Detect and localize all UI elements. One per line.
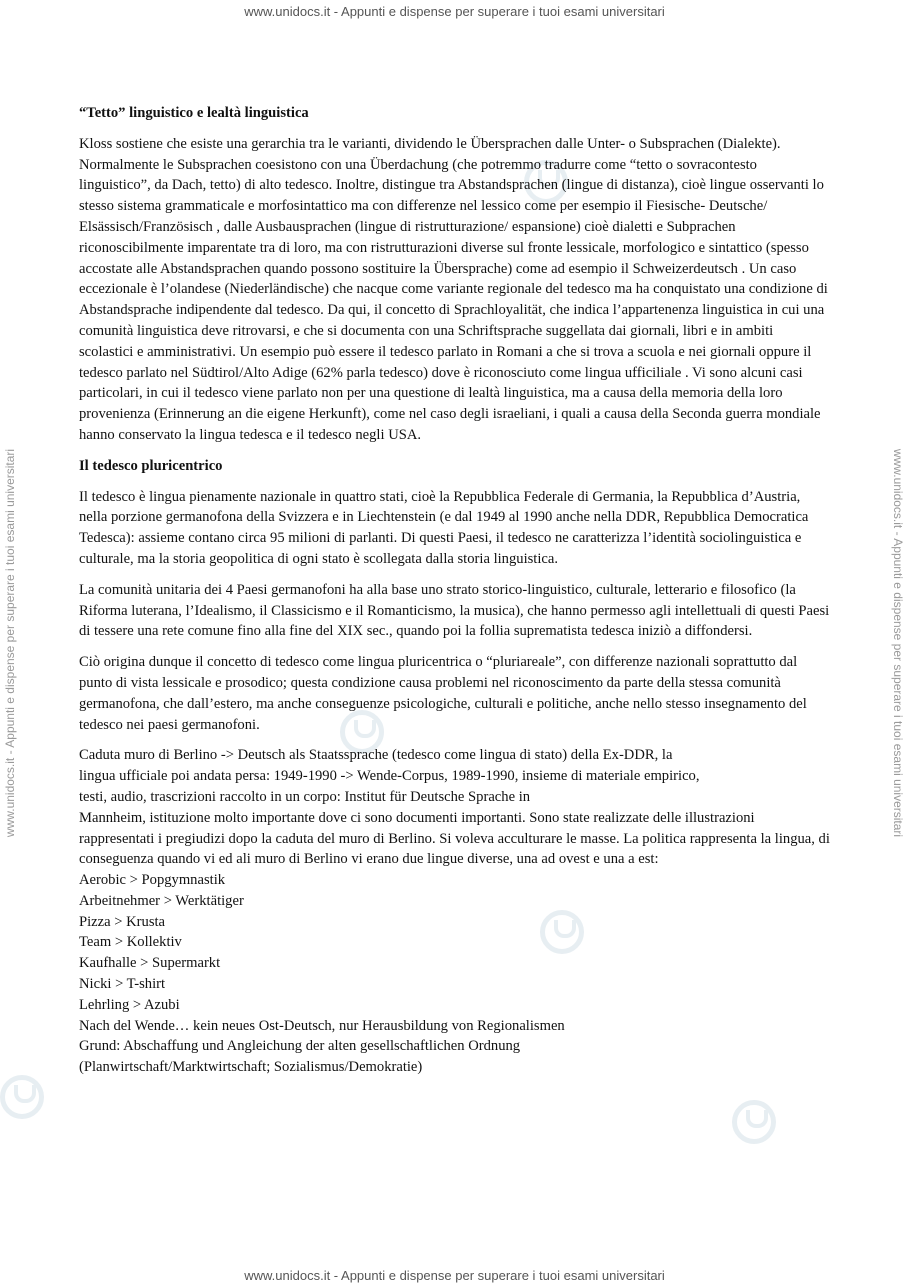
list-item: Pizza > Krusta xyxy=(79,913,166,930)
paragraph-stati: Il tedesco è lingua pienamente nazionale in quattro stati, cioè la Repubblica Federale di Germania, la Repubblica d’Austria, nella porzione germanofona della Svizzera e in Liechtenstein (e dal 1949 al 1990 anche nella DDR, Repubblica Democratica Tedesca): assieme contano circa 95 milioni di parlanti. Di questi Paesi, il tedesco ne caratterizza l’identità sociolinguistica e culturale, ma la storia geopolitica di ogni stato è scollegata dalla storia linguistica. xyxy=(79,488,809,567)
paragraph-caduta-muro xyxy=(79,745,831,870)
paragraph-pluricentrica: Ciò origina dunque il concetto di tedesco come lingua pluricentrica o “pluriareale”, con differenze nazionali soprattutto dal punto di vista lessicale e prosodico; questa condizione causa problemi nel riconoscimento da parte della stessa comunità germanofona, che dall’estero, ma anche conseguenze psicologiche, culturali e politiche, anche nello stesso insegnamento del tedesco nei paesi germanofoni. xyxy=(79,654,807,733)
watermark-top: www.unidocs.it - Appunti e dispense per superare i tuoi esami universitari xyxy=(244,4,665,19)
unidocs-logo-icon xyxy=(732,1100,776,1144)
list-item: Arbeitnehmer > Werktätiger xyxy=(79,892,244,909)
paragraph-comunita: La comunità unitaria dei 4 Paesi germanofoni ha alla base uno strato storico-linguistico, culturale, letterario e filosofico (la Riforma luterana, l’Idealismo, il Classicismo e il Romanticismo, la musica), che hanno permesso agli intellettuali di questi Paesi di tessere una rete comune fino alla fine del XIX sec., quando poi la follia suprematista tedesca iniziò a diffondersi. xyxy=(79,581,830,640)
section-heading-tetto: “Tetto” linguistico e lealtà linguistica xyxy=(79,105,309,121)
list-item: Team > Kollektiv xyxy=(79,934,182,951)
caduta-line-2: lingua ufficiale poi andata persa: 1949-1990 -> Wende-Corpus, 1989-1990, insieme di materiale empirico, xyxy=(79,768,700,785)
document-body xyxy=(79,103,831,1078)
wende-line: Nach del Wende… kein neues Ost-Deutsch, nur Herausbildung von Regionalismen xyxy=(79,1017,565,1034)
watermark-side-left: www.unidocs.it - Appunti e dispense per superare i tuoi esami universitari xyxy=(3,448,17,838)
caduta-line-1: Caduta muro di Berlino -> Deutsch als Staatssprache (tedesco come lingua di stato) della Ex-DDR, la xyxy=(79,747,673,764)
list-item: Kaufhalle > Supermarkt xyxy=(79,955,221,972)
list-item: Lehrling > Azubi xyxy=(79,996,180,1013)
unidocs-logo-icon xyxy=(0,1075,44,1119)
list-item: Nicki > T-shirt xyxy=(79,976,166,993)
section-heading-pluricentrico: Il tedesco pluricentrico xyxy=(79,457,223,474)
watermark-side-right: www.unidocs.it - Appunti e dispense per superare i tuoi esami universitari xyxy=(891,448,905,838)
word-pair-list xyxy=(79,870,831,1016)
caduta-rest: Mannheim, istituzione molto importante dove ci sono documenti importanti. Sono state realizzate delle illustrazioni rappresentati i pregiudizi dopo la caduta del muro di Berlino. Si voleva acculturare le masse. La politica rappresenta la lingua, di conseguenza quando vi ed ali muro di Berlino vi erano due lingue diverse, una ad ovest e una a est: xyxy=(79,809,830,868)
paragraph-kloss: Kloss sostiene che esiste una gerarchia tra le varianti, dividendo le Übersprachen dalle Unter- o Subsprachen (Dialekte). Normalmente le Subsprachen coesistono con una Überdachung (che potremmo tradurre come “tetto o sovracontesto linguistico”, da Dach, tetto) di alto tedesco. Inoltre, distingue tra Abstandsprachen (lingue di distanza), cioè lingue osservanti lo stesso sistema grammaticale e morfosintattico ma con differenze nel lessico come per esempio il Fiesische- Deutsche/ Elsässisch/Französisch , dalle Ausbausprachen (lingue di ristrutturazione/ espansione) cioè dialetti e Subprachen riconoscibilmente imparentate tra di loro, ma con ristrutturazioni diverse sul fronte lessicale, morfologico e sintattico (spesso accostate alle Abstandsprachen quando possono sostituire la Übersprache) come ad esempio il Schweizerdeutsch . Un caso eccezionale è l’olandese (Niederländische) che nacque come variante regionale del tedesco ma ha conquistato una condizione di Abstandsprache indipendente dal tedesco. Da qui, il concetto di Sprachloyalität, che indica l’appartenenza linguistica in cui una comunità linguistica deve ritrovarsi, e che si documenta con una Schriftsprache suggellata dai giornali, libri e in ambiti scolastici e amministrativi. Un esempio può essere il tedesco parlato in Romani a che si trova a scuola e nei giornali oppure il tedesco parlato nel Südtirol/Alto Adige (62% parla tedesco) dove è riconosciuto come lingua ufficiliale . Vi sono alcuni casi particolari, in cui il tedesco viene parlato non per una questione di lealtà linguistica, ma a causa della memoria della loro provenienza (Erinnerung an die eigene Herkunft), come nel caso degli israeliani, i quali a causa della Seconda guerra mondiale hanno conservato la lingua tedesca e il tedesco negli USA. xyxy=(79,135,828,443)
grund-line: Grund: Abschaffung und Angleichung der alten gesellschaftlichen Ordnung xyxy=(79,1038,521,1055)
caduta-line-3: testi, audio, trascrizioni raccolto in un corpo: Institut für Deutsche Sprache in xyxy=(79,788,531,805)
list-item: Aerobic > Popgymnastik xyxy=(79,872,226,889)
watermark-bottom: www.unidocs.it - Appunti e dispense per superare i tuoi esami universitari xyxy=(244,1268,665,1283)
wirtschaft-line: (Planwirtschaft/Marktwirtschaft; Sozialismus/Demokratie) xyxy=(79,1059,423,1076)
